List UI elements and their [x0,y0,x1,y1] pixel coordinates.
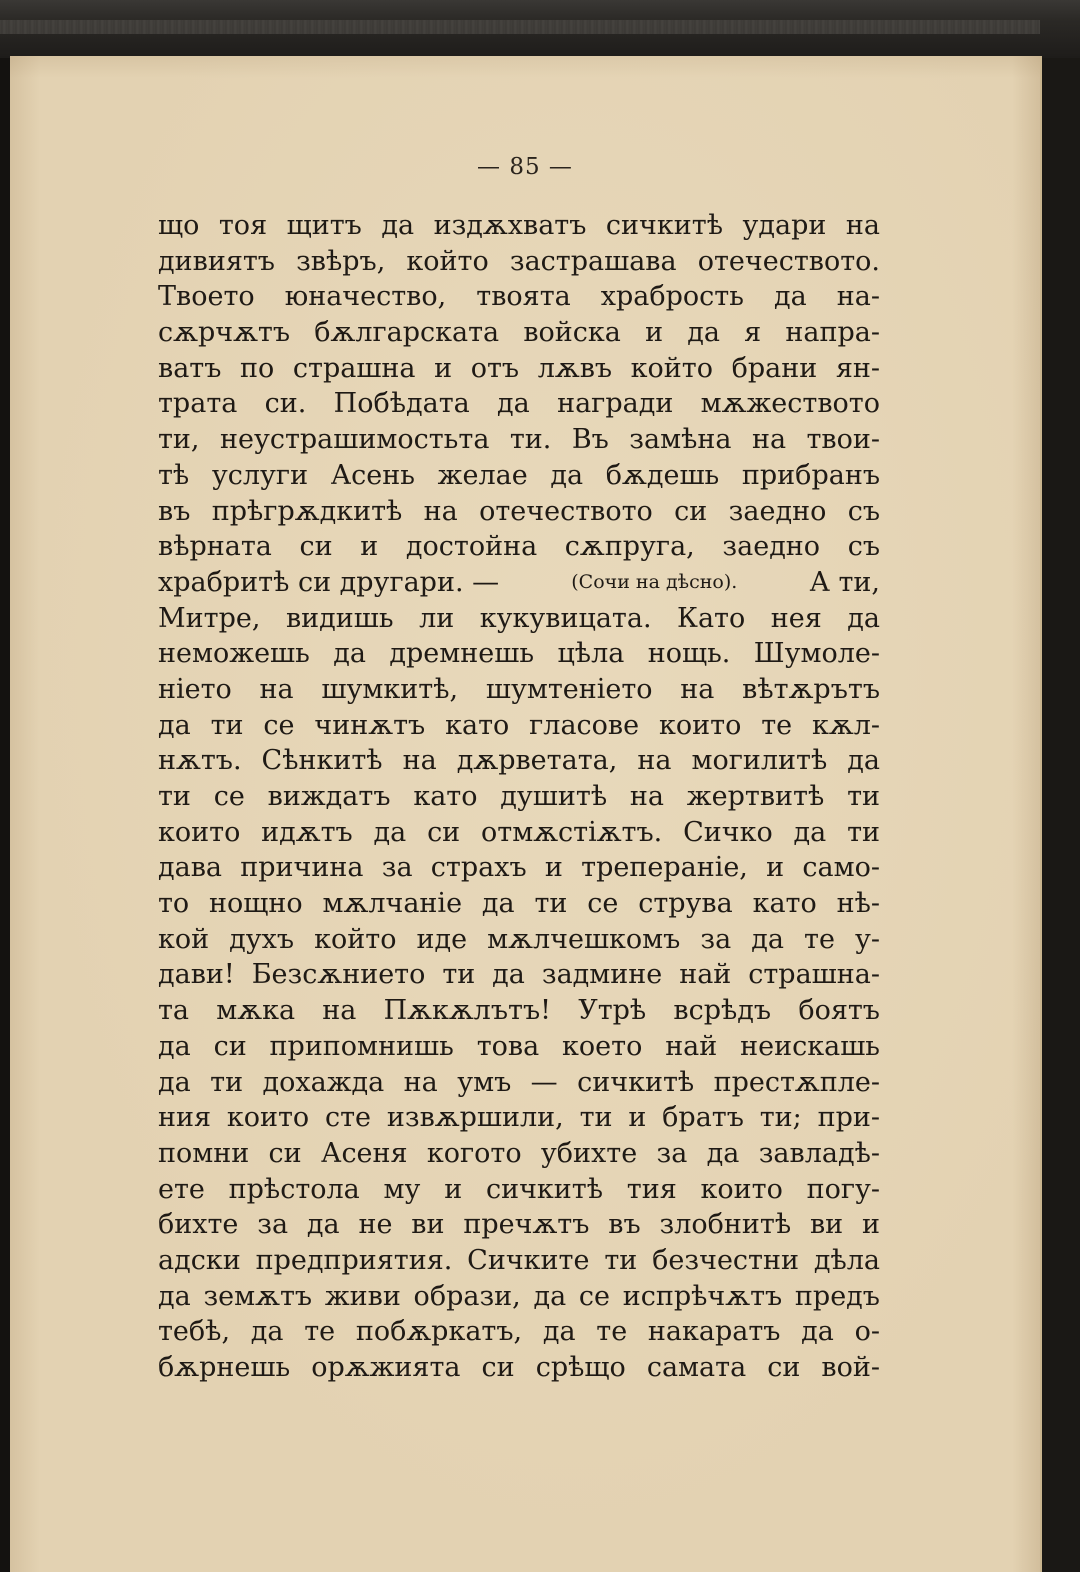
text-line-content: да земѫтъ живи образи, да се испрѣчѫтъ предъ [158,1280,880,1312]
binding-stripe [0,20,1040,34]
text-line-content: дава причина за страхъ и трепераніе, и само- [158,852,880,884]
text-line-25 [158,1065,880,1101]
text-line-content: да ти се чинѫтъ като гласове които те кѫл- [158,709,880,741]
text-line-content: въ прѣгрѫдкитѣ на отечеството си заедно съ [158,495,880,527]
text-line-content: сѫрчѫтъ бѫлгарската войска и да я напра- [158,317,880,349]
text-line-26 [158,1100,880,1136]
text-line-27 [158,1136,880,1172]
text-line-content: ніето на шумкитѣ, шумтеніето на вѣтѫрътъ [158,673,880,705]
text-line-12 [158,601,880,637]
text-line-33 [158,1350,880,1386]
text-line-18 [158,815,880,851]
text-line-10 [158,529,880,565]
text-line-content: та мѫка на Пѫкѫлътъ! Утрѣ всрѣдъ боятъ [158,995,880,1027]
text-line-after: А ти, [809,566,880,598]
text-line-19 [158,850,880,886]
text-line-1 [158,208,880,244]
text-line-4 [158,315,880,351]
text-line-8 [158,458,880,494]
text-line-17 [158,779,880,815]
text-line-6 [158,386,880,422]
text-line-content: да ти дохажда на умъ — сичкитѣ престѫпле- [158,1066,880,1098]
text-line-content: да си припомнишь това което най неискашь [158,1030,880,1062]
text-line-content: Митре, видишь ли кукувицата. Като нея да [158,602,880,634]
text-line-30 [158,1243,880,1279]
text-line-7 [158,422,880,458]
text-line-21 [158,922,880,958]
text-line-content: ти се виждатъ като душитѣ на жертвитѣ ти [158,781,880,812]
text-line-content: адски предприятия. Сичките ти безчестни дѣла [158,1244,880,1276]
text-line-20 [158,886,880,922]
text-line-content: вѣрната си и достойна сѫпруга, заедно съ [158,531,880,563]
text-line-16 [158,743,880,779]
text-line-15 [158,708,880,744]
text-line-31 [158,1279,880,1315]
text-line-content: трата си. Побѣдата да награди мѫжеството [158,388,880,420]
text-line-2 [158,244,880,280]
text-line-23 [158,993,880,1029]
text-line-content: неможешь да дремнешь цѣла нощь. Шумоле- [158,638,880,670]
text-line-29 [158,1207,880,1243]
text-line-28 [158,1172,880,1208]
text-line-before: храбритѣ си другари. — [158,566,500,598]
text-line-11 [158,565,880,601]
page-number: — 85 — [477,154,573,180]
body-text [158,208,880,1386]
text-line-3 [158,279,880,315]
text-line-content: кой духъ който иде мѫлчешкомъ за да те у- [158,923,880,955]
text-line-content: ния които сте извѫршили, ти и братъ ти; при- [158,1102,880,1134]
text-line-content: тѣ услуги Асень желае да бѫдешь прибранъ [158,459,880,491]
text-line-content: дави! Безсѫнието ти да задмине най страшна- [158,959,880,991]
text-line-content: Твоето юначество, твоята храбрость да на- [158,281,880,313]
text-line-14 [158,672,880,708]
text-line-5 [158,351,880,387]
text-line-content: бихте за да не ви пречѫтъ въ злобнитѣ ви и [158,1209,880,1241]
text-line-content: нѫтъ. Сѣнкитѣ на дѫрветата, на могилитѣ да [158,745,880,777]
text-line-24 [158,1029,880,1065]
text-line-22 [158,957,880,993]
text-line-content: то нощно мѫлчаніе да ти се струва като нѣ- [158,888,880,920]
text-line-9 [158,494,880,530]
text-line-content: които идѫтъ да си отмѫстіѫтъ. Сичко да ти [158,816,880,848]
text-line-content: бѫрнешь орѫжията си срѣщо самата си вой- [158,1352,880,1383]
book-page [10,56,1042,1572]
text-line-content: ти, неустрашимостьта ти. Въ замѣна на твои- [158,424,880,456]
text-line-content: ватъ по страшна и отъ лѫвъ който брани ян- [158,352,880,384]
text-line-content: ете прѣстола му и сичкитѣ тия които погу- [158,1173,880,1205]
text-line-content: дивиятъ звѣръ, който застрашава отечеството. [158,245,880,277]
text-line-content: що тоя щитъ да издѫхватъ сичкитѣ удари на [158,210,880,241]
text-line-content: помни си Асеня когото убихте за да завладѣ- [158,1137,880,1169]
text-line-32 [158,1314,880,1350]
text-line-13 [158,636,880,672]
stage-direction: (Сочи на дѣсно). [571,570,738,593]
text-line-content: тебѣ, да те побѫркатъ, да те накаратъ да о- [158,1316,880,1348]
